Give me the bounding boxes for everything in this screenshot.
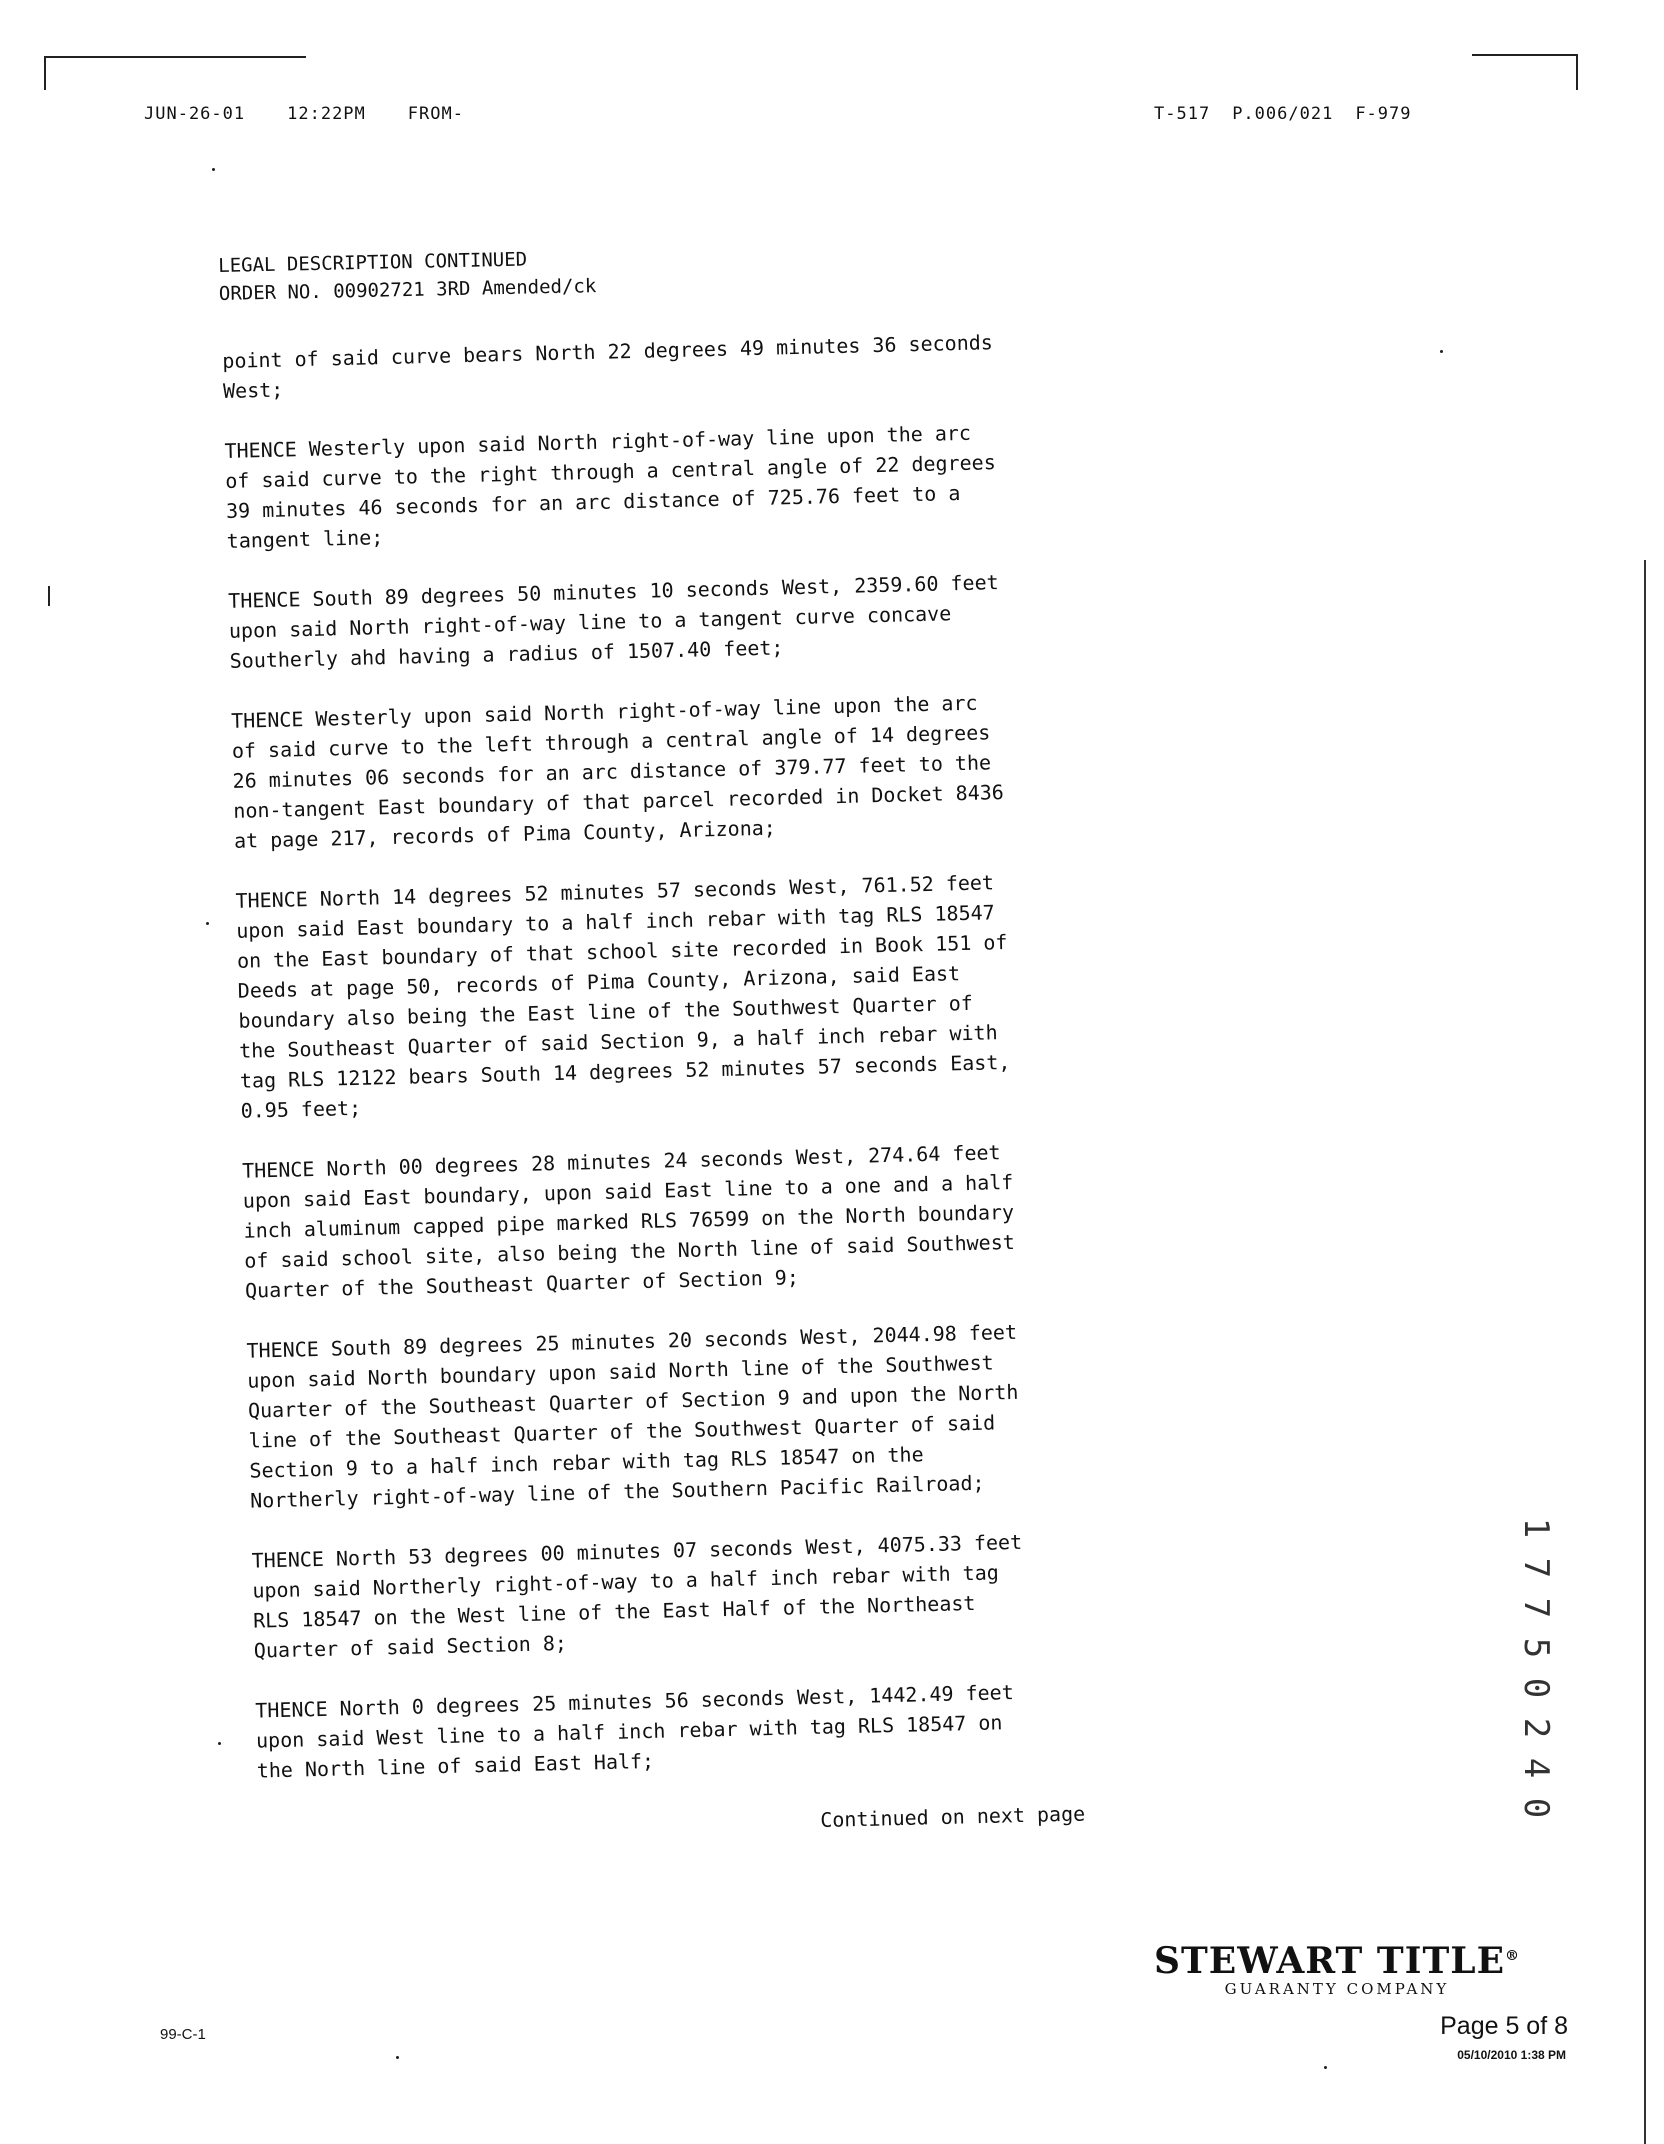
docket-stamp — [1516, 1508, 1556, 1828]
fax-date: JUN-26-01 — [144, 104, 246, 124]
stamp-digit: 5 — [1516, 1637, 1556, 1659]
registered-mark: ® — [1505, 1948, 1521, 1964]
scan-frame-line — [1472, 54, 1576, 56]
stamp-digit: 1 — [1516, 1517, 1556, 1539]
scan-speck — [206, 922, 209, 925]
paragraph: THENCE North 0 degrees 25 minutes 56 seconds West, 1442.49 feet upon said West line to a half inch rebar with tag RLS 18547 on the North line of said East Half; — [255, 1680, 1015, 1783]
paragraph: THENCE North 00 degrees 28 minutes 24 seconds West, 274.64 feet upon said East boundary, upon said East line to a one and a half inch aluminum capped pipe marked RLS 76599 on the North boundary of said school site, also being the North line of said Southwest Quarter of the Southeast Quarter of Section 9; — [241, 1140, 1016, 1303]
logo-subtitle: GUARANTY COMPANY — [1224, 1980, 1450, 1998]
scan-speck — [396, 2056, 399, 2059]
scan-frame-line — [44, 56, 46, 90]
scan-edge-line — [1644, 560, 1646, 2144]
paragraph: THENCE Westerly upon said North right-of-way line upon the arc of said curve to the left through a central angle of 14 degrees 26 minutes 06 seconds for an arc distance of 379.77 feet to the non-tangent East boundary of that parcel recorded in Docket 8436 at page 217, records of Pima County, Arizona; — [230, 690, 1005, 853]
fax-header-right — [1132, 104, 1412, 124]
print-timestamp: 05/10/2010 1:38 PM — [1457, 2048, 1566, 2062]
scan-frame-line — [44, 56, 306, 58]
legal-description-body — [222, 322, 1258, 1816]
fax-time: 12:22PM — [287, 104, 366, 124]
margin-mark — [48, 586, 50, 606]
fax-header-left — [144, 104, 506, 124]
continued-note: Continued on next page — [820, 1801, 1086, 1832]
paragraph: THENCE Westerly upon said North right-of-way line upon the arc of said curve to the right through a central angle of 22 degrees 39 minutes 46 seconds for an arc distance of 725.76 feet to a tangent line; — [224, 420, 996, 553]
stamp-digit: 4 — [1516, 1757, 1556, 1779]
scan-speck — [1440, 350, 1443, 353]
paragraph: THENCE North 14 degrees 52 minutes 57 seconds West, 761.52 feet upon said East boundary to a half inch rebar with tag RLS 18547 on the East boundary of that school site recorded in Book 151 of Deeds at page 50, records of Pima County, Arizona, said East boundary also being the East line of the Southwest Quarter of the Southeast Quarter of said Section 9, a half inch rebar with tag RLS 12122 bears South 14 degrees 52 minutes 57 seconds East, 0.95 feet; — [235, 870, 1011, 1123]
fax-page: P.006/021 — [1232, 104, 1334, 124]
paragraph: point of said curve bears North 22 degrees 49 minutes 36 seconds West; — [222, 330, 994, 403]
fax-from: FROM- — [407, 104, 464, 124]
scan-speck — [1324, 2066, 1327, 2069]
form-code: 99-C-1 — [160, 2026, 206, 2043]
paragraph: THENCE South 89 degrees 25 minutes 20 seconds West, 2044.98 feet upon said North boundary upon said North line of the Southwest Quarter of the Southeast Quarter of Section 9 and upon the North line of the Southeast Quarter of the Southwest Quarter of said Section 9 to a half inch rebar with tag RLS 18547 on the Northerly right-of-way line of the Southern Pacific Railroad; — [246, 1319, 1019, 1513]
scan-speck — [212, 168, 215, 171]
logo-wordmark: STEWART TITLE — [1153, 1940, 1506, 1982]
fax-form: F-979 — [1355, 104, 1412, 124]
stamp-digit: 0 — [1516, 1797, 1556, 1819]
heading-title: LEGAL DESCRIPTION CONTINUED — [218, 248, 528, 277]
stamp-digit: 0 — [1516, 1677, 1556, 1699]
document-heading — [218, 244, 597, 308]
stamp-digit: 7 — [1516, 1557, 1556, 1579]
page-number: Page 5 of 8 — [1440, 2012, 1568, 2040]
fax-transmission: T-517 — [1154, 104, 1211, 124]
stewart-title-logo — [1142, 1940, 1532, 1998]
order-number: ORDER NO. 00902721 3RD Amended/ck — [218, 275, 597, 305]
paragraph: THENCE North 53 degrees 00 minutes 07 seconds West, 4075.33 feet upon said Northerly right-of-way to a half inch rebar with tag RLS 18547 on the West line of the East Half of the Northeast Quarter of said Section 8; — [251, 1529, 1023, 1663]
paragraph: THENCE South 89 degrees 50 minutes 10 seconds West, 2359.60 feet upon said North right-of-way line to a tangent curve concave Southerly ahd having a radius of 1507.40 feet; — [227, 570, 999, 673]
logo-name — [1142, 1940, 1532, 1982]
scan-speck — [218, 1742, 221, 1745]
stamp-digit: 2 — [1516, 1717, 1556, 1739]
stamp-digit: 7 — [1516, 1597, 1556, 1619]
scan-frame-line — [1576, 54, 1578, 90]
